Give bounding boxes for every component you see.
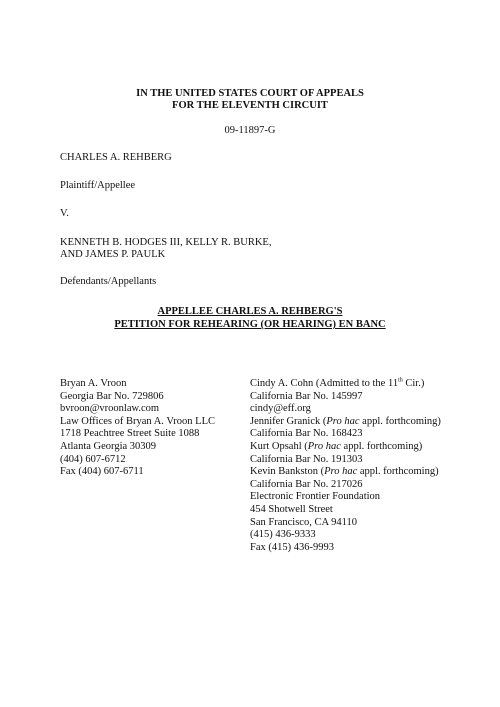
defendants-role: Defendants/Appellants [60, 276, 157, 287]
opsahl-bar: California Bar No. 191303 [250, 453, 363, 465]
org-phone: (415) 436-9333 [250, 529, 316, 541]
cohn-line: Cindy A. Cohn (Admitted to the 11th Cir.) [250, 377, 425, 389]
counsel-line: Bryan A. Vroon [60, 378, 127, 389]
cohn-bar: California Bar No. 145997 [250, 390, 363, 402]
cohn-email: cindy@eff.org [250, 403, 311, 415]
plaintiff-role: Plaintiff/Appellee [60, 180, 136, 191]
left-counsel-block [60, 378, 215, 479]
counsel-email: bvroon@vroonlaw.com [60, 403, 160, 415]
counsel-fax: Fax (404) 607-6711 [60, 466, 144, 478]
defendants-line2: AND JAMES P. PAULK [60, 249, 166, 260]
bankston-bar: California Bar No. 217026 [250, 478, 363, 490]
defendants-line1: KENNETH B. HODGES III, KELLY R. BURKE, [60, 237, 272, 248]
court-title-line1: IN THE UNITED STATES COURT OF APPEALS [136, 88, 364, 99]
counsel-line: Law Offices of Bryan A. Vroon LLC [60, 415, 215, 427]
granick-line: Jennifer Granick (Pro hac appl. forthcoming) [250, 415, 441, 427]
granick-bar: California Bar No. 168423 [250, 428, 363, 440]
counsel-line: Georgia Bar No. 729806 [60, 390, 164, 402]
petition-title-line1: APPELLEE CHARLES A. REHBERG'S [157, 306, 343, 317]
right-counsel-block [250, 378, 441, 554]
versus: V. [60, 208, 69, 219]
counsel-line: 1718 Peachtree Street Suite 1088 [60, 428, 200, 440]
org-fax: Fax (415) 436-9993 [250, 541, 334, 553]
counsel-line: Atlanta Georgia 30309 [60, 440, 157, 452]
petition-title-line2: PETITION FOR REHEARING (OR HEARING) EN BANC [114, 319, 386, 330]
opsahl-line: Kurt Opsahl (Pro hac appl. forthcoming) [250, 440, 423, 452]
org-city: San Francisco, CA 94110 [250, 516, 357, 528]
counsel-phone: (404) 607-6712 [60, 453, 126, 465]
case-number: 09-11897-G [224, 125, 276, 136]
court-title-line2: FOR THE ELEVENTH CIRCUIT [172, 100, 328, 111]
org-street: 454 Shotwell Street [250, 503, 333, 515]
bankston-line: Kevin Bankston (Pro hac appl. forthcoming) [250, 466, 439, 478]
org-name: Electronic Frontier Foundation [250, 491, 381, 503]
plaintiff-name: CHARLES A. REHBERG [60, 152, 172, 163]
